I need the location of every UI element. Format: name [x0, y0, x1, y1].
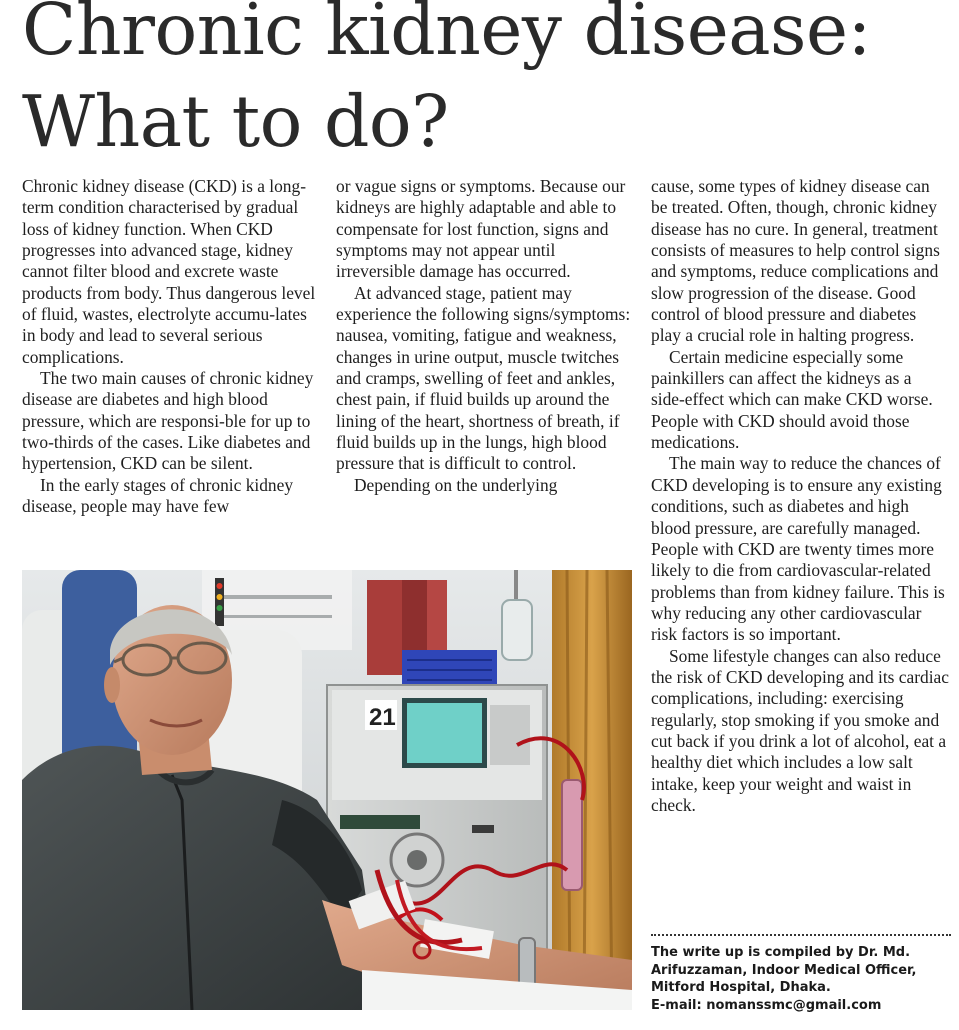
article-column-3 [651, 176, 949, 816]
paragraph: or vague signs or symptoms. Because our kidneys are highly adaptable and able to compensate for lost function, signs and symptoms may not appear until irreversible damage has occurred. [336, 176, 626, 282]
byline-email: E-mail: nomanssmc@gmail.com [651, 997, 882, 1013]
article-column-1 [22, 176, 320, 518]
headline [22, 0, 952, 168]
paragraph: In the early stages of chronic kidney disease, people may have few [22, 474, 294, 517]
byline-line: Mitford Hospital, Dhaka. [651, 980, 831, 995]
paragraph: Chronic kidney disease (CKD) is a long-term condition characterised by gradual loss of kidney function. When CKD progresses into advanced stage, kidney cannot filter blood and excrete waste products from body. Thus dangerous level of fluid, wastes, electrolyte accumu-lates in body and lead to several serious complications. [22, 176, 316, 367]
paragraph: Certain medicine especially some painkillers can affect the kidneys as a side-effect which can make CKD worse. People with CKD should avoid those medications. [651, 346, 933, 453]
paragraph: At advanced stage, patient may experience the following signs/symptoms: nausea, vomiting, fatigue and weakness, changes in urine output, muscle twitches and cramps, swelling of feet and ankles, chest pain, if fluid builds up around the lining of the heart, shortness of breath, if fluid builds up in the lungs, high blood pressure that is difficult to control. [336, 282, 631, 474]
paragraph: cause, some types of kidney disease can be treated. Often, though, chronic kidney disease has no cure. In general, treatment consists of measures to help control signs and symptoms, reduce complications and slow progression of the disease. Good control of blood pressure and diabetes play a crucial role in halting progress. [651, 176, 940, 346]
paragraph: The main way to reduce the chances of CKD developing is to ensure any existing conditions, such as diabetes and high blood pressure, are carefully managed. People with CKD are twenty times more likely to die from cardiovascular-related problems than from kidney failure. This is why reducing any other cardiovascular risk factors is so important. [651, 453, 945, 645]
machine-number: 21 [369, 704, 396, 731]
author-byline [651, 934, 951, 1014]
byline-line: Arifuzzaman, Indoor Medical Officer, [651, 962, 917, 978]
dialysis-patient-photo [22, 570, 632, 1010]
byline-line: The write up is compiled by Dr. Md. [651, 945, 911, 960]
article-column-2 [336, 176, 634, 496]
paragraph: The two main causes of chronic kidney disease are diabetes and high blood pressure, which are responsi-ble for up to two-thirds of the cases. Like diabetes and hypertension, CKD can be silent. [22, 368, 314, 474]
headline-line-2: What to do? [22, 80, 449, 163]
paragraph: Depending on the underlying [354, 474, 558, 495]
paragraph: Some lifestyle changes can also reduce the risk of CKD developing and its cardiac complications, including: exercising regularly, stop smoking if you smoke and cut back if you drink a lot of alcohol, eat a healthy diet which includes a low salt intake, keep your weight and waist in check. [651, 645, 949, 815]
headline-line-1: Chronic kidney disease: [22, 0, 871, 71]
